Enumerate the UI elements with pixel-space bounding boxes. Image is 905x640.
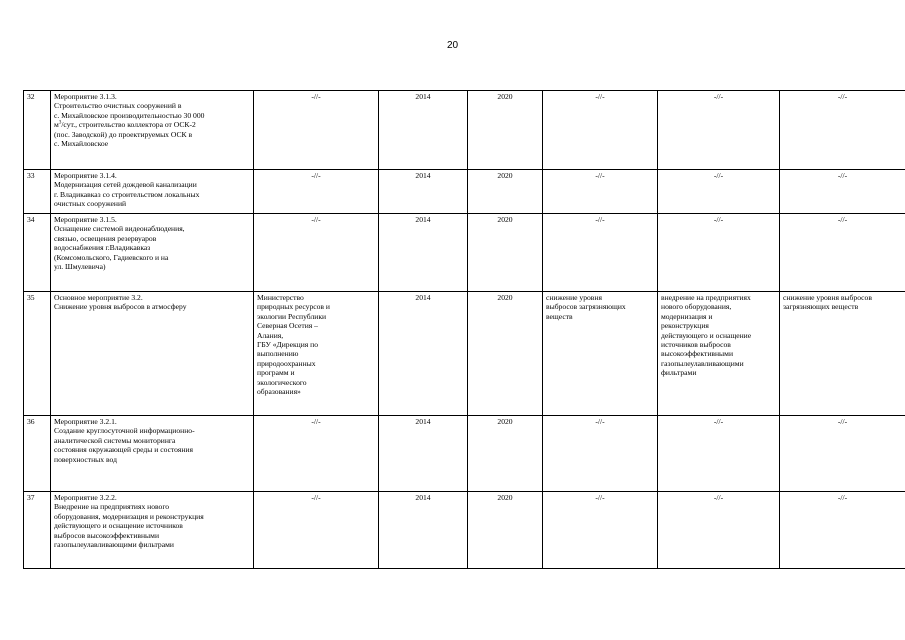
executor <box>254 292 379 416</box>
start-year: 2014 <box>379 170 468 214</box>
end-year: 2020 <box>468 416 543 492</box>
executor-line: программ и <box>257 368 295 378</box>
result-1: -//- <box>543 416 658 492</box>
name-line: действующего и оснащение источников <box>54 521 183 531</box>
name-line-tail: /сут., строительство коллектора от ОСК-2 <box>61 120 196 130</box>
result-2 <box>658 292 780 416</box>
table-row <box>24 214 905 292</box>
result-1: -//- <box>543 170 658 214</box>
result-line: действующего и оснащение <box>661 330 752 340</box>
measure-name <box>51 416 254 492</box>
start-year: 2014 <box>379 214 468 292</box>
table-row <box>24 170 905 214</box>
result-2: -//- <box>658 91 780 170</box>
name-line: Внедрение на предприятиях нового <box>54 502 170 512</box>
name-line: ул. Шмулевича) <box>54 262 106 272</box>
name-line: Мероприятие 3.2.2. <box>54 493 117 502</box>
result-1: -//- <box>543 214 658 292</box>
end-year: 2020 <box>468 91 543 170</box>
start-year: 2014 <box>379 492 468 569</box>
result-2: -//- <box>658 214 780 292</box>
result-1: -//- <box>543 492 658 569</box>
result-2: -//- <box>658 492 780 569</box>
name-line: связью, освещения резервуаров <box>54 233 157 243</box>
start-year: 2014 <box>379 91 468 170</box>
name-line: Мероприятие 3.1.4. <box>54 171 117 180</box>
result-line: источников выбросов <box>661 340 731 350</box>
name-line: Мероприятие 3.1.3. <box>54 92 117 101</box>
row-number: 32 <box>24 91 51 170</box>
name-line: газопылеулавливающими фильтрами <box>54 540 174 550</box>
row-number: 34 <box>24 214 51 292</box>
name-line: г. Владикавказ со строительством локальных <box>54 189 200 199</box>
measure-name <box>51 91 254 170</box>
result-3 <box>780 292 905 416</box>
row-number: 36 <box>24 416 51 492</box>
name-line: Создание круглосуточной информационно- <box>54 426 195 436</box>
unit-text: м <box>54 120 59 130</box>
name-line: оборудования, модернизация и реконструкция <box>54 511 204 521</box>
name-line: Снижение уровня выбросов в атмосферу <box>54 302 187 312</box>
executor-line: ГБУ «Дирекция по <box>257 340 319 350</box>
executor-line: природоохранных <box>257 358 316 368</box>
result-3: -//- <box>780 170 905 214</box>
measure-name <box>51 170 254 214</box>
name-line: с. Михайловское производительностью 30 000 <box>54 110 205 120</box>
executor: -//- <box>254 214 379 292</box>
executor-line: Алания, <box>257 330 284 340</box>
result-line: высокоэффективными <box>661 349 734 359</box>
result-1: -//- <box>543 91 658 170</box>
executor-line: Северная Осетия – <box>257 321 318 331</box>
executor: -//- <box>254 416 379 492</box>
unit-superscript: 3 <box>58 120 62 126</box>
executor: -//- <box>254 170 379 214</box>
table-row <box>24 416 905 492</box>
table-row <box>24 91 905 170</box>
name-line: состояния окружающей среды и состояния <box>54 445 193 455</box>
result-2: -//- <box>658 416 780 492</box>
name-line: поверхностных вод <box>54 454 117 464</box>
row-number: 35 <box>24 292 51 416</box>
row-number: 37 <box>24 492 51 569</box>
measure-name <box>51 492 254 569</box>
name-line <box>54 120 250 129</box>
result-3: -//- <box>780 214 905 292</box>
executor-line: природных ресурсов и <box>257 302 330 312</box>
name-line: Основное мероприятие 3.2. <box>54 293 143 302</box>
result-3: -//- <box>780 91 905 170</box>
end-year: 2020 <box>468 170 543 214</box>
name-line: (Комсомольского, Гадиевского и на <box>54 252 169 262</box>
end-year: 2020 <box>468 214 543 292</box>
result-3: -//- <box>780 416 905 492</box>
page-number: 20 <box>446 40 459 51</box>
result-line: модернизация и <box>661 311 713 321</box>
name-line: Строительство очистных сооружений в <box>54 101 182 111</box>
name-line: аналитической системы мониторинга <box>54 435 176 445</box>
name-line: Мероприятие 3.1.5. <box>54 215 117 224</box>
row-number: 33 <box>24 170 51 214</box>
measure-name <box>51 292 254 416</box>
name-line: Мероприятие 3.2.1. <box>54 417 117 426</box>
executor-line: экологии Республики <box>257 311 327 321</box>
result-line: снижение уровня <box>546 293 602 302</box>
result-line: реконструкция <box>661 321 709 331</box>
executor-line: Министерство <box>257 293 304 302</box>
end-year: 2020 <box>468 292 543 416</box>
name-line: водоснабжения г.Владикавказ <box>54 243 151 253</box>
executor-line: экологического <box>257 377 307 387</box>
start-year: 2014 <box>379 416 468 492</box>
name-line: Модернизация сетей дождевой канализации <box>54 180 197 190</box>
name-line: Оснащение системой видеонаблюдения, <box>54 224 185 234</box>
name-line: выбросов высокоэффективными <box>54 530 160 540</box>
result-line: внедрение на предприятиях <box>661 293 751 302</box>
result-line: газопылеулавливающими <box>661 358 744 368</box>
measures-table <box>23 90 905 569</box>
result-1 <box>543 292 658 416</box>
measure-name <box>51 214 254 292</box>
executor-line: образования» <box>257 387 301 397</box>
result-line: снижение уровня выбросов <box>783 293 872 302</box>
end-year: 2020 <box>468 492 543 569</box>
result-line: выбросов загрязняющих <box>546 302 626 312</box>
table-row <box>24 492 905 569</box>
table-row <box>24 292 905 416</box>
result-line: веществ <box>546 311 573 321</box>
name-line: с. Михайловское <box>54 139 109 149</box>
name-line: (пос. Заводской) до проектируемых ОСК в <box>54 129 193 139</box>
start-year: 2014 <box>379 292 468 416</box>
result-line: фильтрами <box>661 368 697 378</box>
result-2: -//- <box>658 170 780 214</box>
executor: -//- <box>254 492 379 569</box>
executor-line: выполнению <box>257 349 299 359</box>
name-line: очистных сооружений <box>54 199 127 209</box>
result-line: загрязняющих веществ <box>783 302 859 312</box>
result-line: нового оборудования, <box>661 302 732 312</box>
executor: -//- <box>254 91 379 170</box>
result-3: -//- <box>780 492 905 569</box>
